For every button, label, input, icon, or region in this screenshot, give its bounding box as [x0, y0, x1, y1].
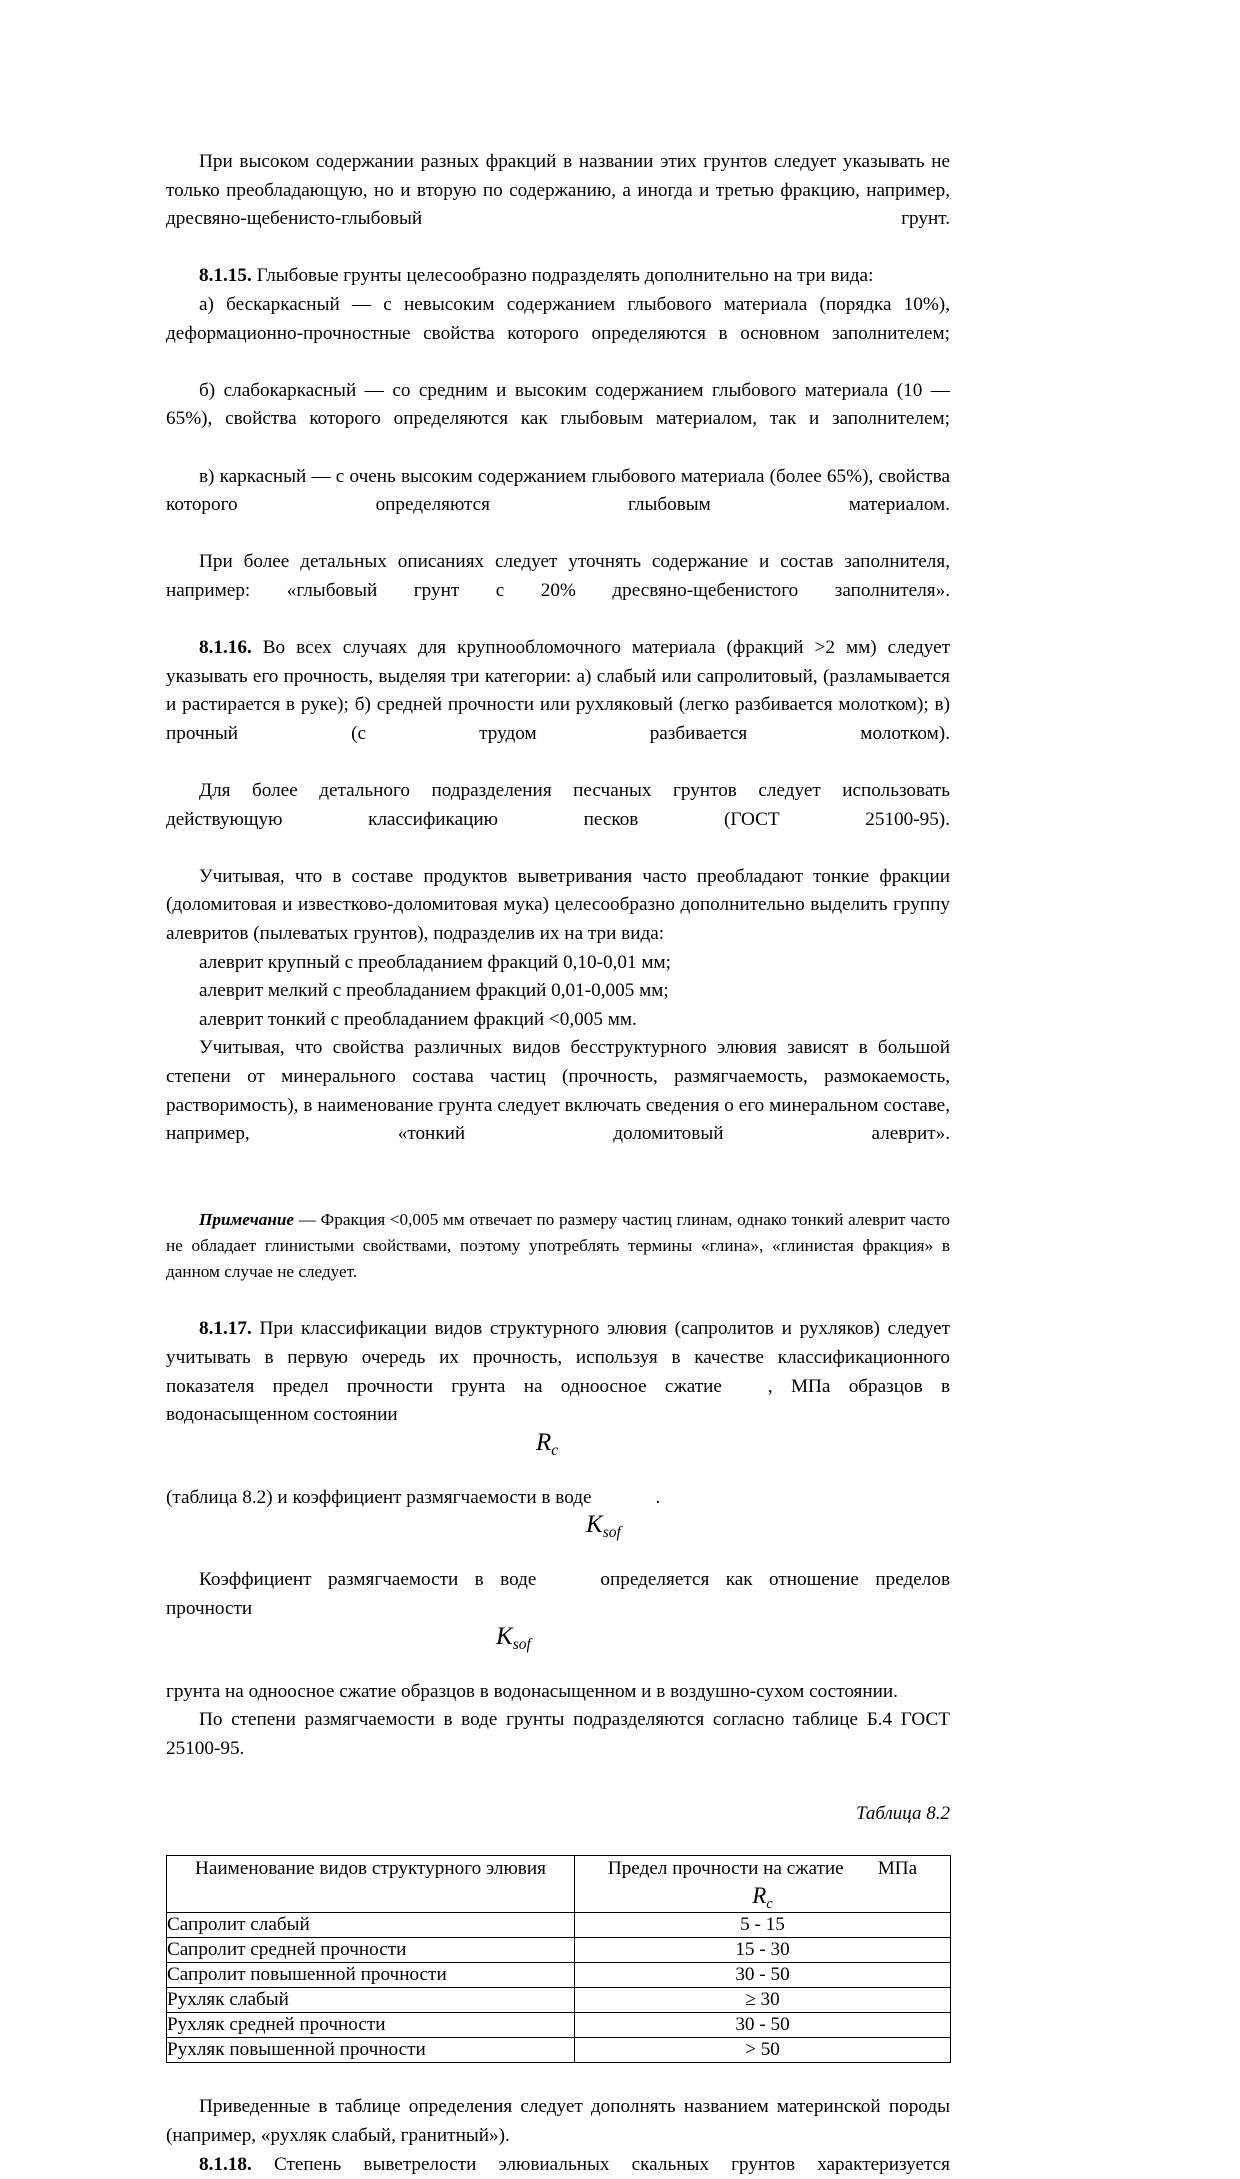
formula-ksof-2-subscript: sof [513, 1636, 531, 1653]
clause-text-8-1-17-part4: . [656, 1487, 661, 1508]
spacer-after-ksof-2 [166, 1658, 950, 1678]
spacer-after-ksof-1 [166, 1546, 950, 1566]
table-cell-name: Сапролит средней прочности [167, 1938, 575, 1963]
paragraph-8-1-16 [166, 634, 950, 777]
table-cell-value: > 50 [575, 2038, 951, 2063]
spacer-after-note [166, 1285, 950, 1315]
formula-ksof-1-subscript: sof [603, 1524, 621, 1541]
table-cell-value: 15 - 30 [575, 1938, 951, 1963]
formula-ksof-2-base: K [496, 1623, 513, 1650]
formula-rc [536, 1430, 558, 1455]
formula-rc-base: R [536, 1429, 551, 1456]
spacer-before-note [166, 1177, 950, 1207]
table-header-strength-label [575, 1856, 950, 1882]
table-cell-name: Рухляк слабый [167, 1988, 575, 2013]
formula-line-ksof-2 [166, 1624, 950, 1658]
table-header-row [167, 1856, 951, 1913]
page-content [166, 148, 950, 2179]
sublist-item-fine-aleurite: алеврит мелкий с преобладанием фракций 0,01-0,005 мм; [166, 977, 950, 1006]
paragraph-detailed-descriptions: При более детальных описаниях следует уточнять содержание и состав заполнителя, например: «глыбовый грунт с 20% дресвяно-щебенистого заполнителя». [166, 548, 950, 634]
table-row [167, 2038, 951, 2063]
paragraph-after-table: Приведенные в таблице определения следует дополнять названием материнской породы (например, «рухляк слабый, гранитный»). [166, 2093, 950, 2150]
table-header-strength-symbol [575, 1884, 950, 1911]
note-label: Примечание [199, 1210, 294, 1229]
spacer-after-caption [166, 1825, 950, 1855]
table-row [167, 2013, 951, 2038]
paragraph-item-b: б) слабокаркасный — со средним и высоким содержанием глыбового материала (10 — 65%), свойства которого определяются как глыбовым материалом, так и заполнителем; [166, 377, 950, 463]
clause-number-8-1-15: 8.1.15. [199, 265, 252, 286]
paragraph-item-v: в) каркасный — с очень высоким содержанием глыбового материала (более 65%), свойства которого определяются глыбовым материалом. [166, 463, 950, 549]
clause-text-8-1-17-part6: определяется как отношение пределов прочности [166, 1569, 950, 1619]
paragraph-item-a: а) бескаркасный — с невысоким содержанием глыбового материала (порядка 10%), деформационно-прочностные свойства которого определяются в основном заполнителем; [166, 291, 950, 377]
table-header-strength-unit: МПа [878, 1856, 917, 1882]
paragraph-8-1-15 [166, 262, 950, 291]
table-caption: Таблица 8.2 [166, 1803, 950, 1825]
sublist-item-thin-aleurite: алеврит тонкий с преобладанием фракций <0,005 мм. [166, 1006, 950, 1035]
paragraph-sand-classification: Для более детального подразделения песчаных грунтов следует использовать действующую классификацию песков (ГОСТ 25100-95). [166, 777, 950, 863]
formula-line-rc [166, 1430, 950, 1464]
table-row [167, 1963, 951, 1988]
table-header-strength-symbol-subscript: c [766, 1896, 772, 1912]
paragraph-intro: При высоком содержании разных фракций в названии этих грунтов следует указывать не только преобладающую, но и вторую по содержанию, а иногда и третью фракцию, например, дресвяно-щебенисто-глыбовый грунт. [166, 148, 950, 262]
paragraph-mineral-composition: Учитывая, что свойства различных видов бесструктурного элювия зависят в большой степени от минерального состава частиц (прочность, размягчаемость, размокаемость, растворимость), в наименование грунта следует включать сведения о его минеральном составе, например, «тонкий доломитовый алеврит». [166, 1034, 950, 1177]
note-dash: — [294, 1210, 321, 1229]
clause-number-8-1-16: 8.1.16. [199, 637, 252, 658]
note-block [166, 1207, 950, 1285]
sublist-item-coarse-aleurite: алеврит крупный с преобладанием фракций 0,10-0,01 мм; [166, 949, 950, 978]
formula-line-ksof-1 [166, 1512, 950, 1546]
table-row [167, 1913, 951, 1938]
clause-text-8-1-15: Глыбовые грунты целесообразно подразделять дополнительно на три вида: [252, 265, 874, 286]
formula-rc-subscript: c [551, 1442, 558, 1459]
table-header-strength [575, 1856, 951, 1913]
table-cell-name: Сапролит повышенной прочности [167, 1963, 575, 1988]
table-header-strength-main: Предел прочности на сжатие [608, 1858, 844, 1879]
paragraph-8-1-17-part8: По степени размягчаемости в воде грунты подразделяются согласно таблице Б.4 ГОСТ 25100-95. [166, 1706, 950, 1763]
table-row [167, 1938, 951, 1963]
paragraph-8-1-17-part7: грунта на одноосное сжатие образцов в водонасыщенном и в воздушно-сухом состоянии. [166, 1678, 950, 1707]
spacer-before-caption [166, 1763, 950, 1803]
clause-text-8-1-18: Степень выветрелости элювиальных скальных грунтов характеризуется [252, 2154, 950, 2175]
table-cell-name: Рухляк средней прочности [167, 2013, 575, 2038]
clause-text-8-1-17-part1: При классификации видов структурного элювия (сапролитов и рухляков) следует учитывать в первую очередь их прочность, используя в качестве классификационного показателя предел прочности грунта на одноосное сжатие [166, 1318, 950, 1396]
formula-ksof-1 [586, 1512, 621, 1537]
table-cell-name: Рухляк повышенной прочности [167, 2038, 575, 2063]
formula-ksof-2 [496, 1624, 531, 1649]
paragraph-aleurite-intro: Учитывая, что в составе продуктов выветривания часто преобладают тонкие фракции (доломитовая и известково-доломитовая мука) целесообразно дополнительно выделить группу алевритов (пылеватых грунтов), подразделив их на три вида: [166, 863, 950, 949]
formula-ksof-1-base: K [586, 1511, 603, 1538]
spacer-after-table [166, 2063, 950, 2093]
paragraph-8-1-18 [166, 2151, 950, 2179]
table-header-name-label: Наименование видов структурного элювия [167, 1856, 574, 1882]
clause-text-8-1-17-part2: , МПа образцов в водонасыщенном состоянии [166, 1376, 950, 1426]
table-header-strength-symbol-base: R [752, 1883, 766, 1908]
table-row [167, 1988, 951, 2013]
paragraph-8-1-17-part3 [166, 1484, 950, 1513]
clause-text-8-1-16: Во всех случаях для крупнообломочного материала (фракций >2 мм) следует указывать его прочность, выделяя три категории: а) слабый или сапролитовый, (разламывается и растирается в руке); б) средней прочности или рухляковый (легко разбивается молотком); в) прочный (с трудом разбивается молотком). [166, 637, 950, 744]
paragraph-8-1-17 [166, 1315, 950, 1429]
clause-number-8-1-18: 8.1.18. [199, 2154, 252, 2175]
clause-text-8-1-17-part5: Коэффициент размягчаемости в воде [199, 1569, 536, 1590]
table-cell-value: 30 - 50 [575, 2013, 951, 2038]
table-cell-value: 5 - 15 [575, 1913, 951, 1938]
table-header-name [167, 1856, 575, 1913]
table-cell-value: ≥ 30 [575, 1988, 951, 2013]
paragraph-8-1-17-part5 [166, 1566, 950, 1623]
table-cell-name: Сапролит слабый [167, 1913, 575, 1938]
note-text: Фракция <0,005 мм отвечает по размеру частиц глинам, однако тонкий алеврит часто не обладает глинистыми свойствами, поэтому употреблять термины «глина», «глинистая фракция» в данном случае не следует. [166, 1210, 950, 1281]
clause-number-8-1-17: 8.1.17. [199, 1318, 252, 1339]
table-head [167, 1856, 951, 1913]
table-cell-value: 30 - 50 [575, 1963, 951, 1988]
table-body [167, 1913, 951, 2063]
table-8-2 [166, 1855, 951, 2063]
spacer-after-rc [166, 1464, 950, 1484]
clause-text-8-1-17-part3: (таблица 8.2) и коэффициент размягчаемости в воде [166, 1487, 592, 1508]
